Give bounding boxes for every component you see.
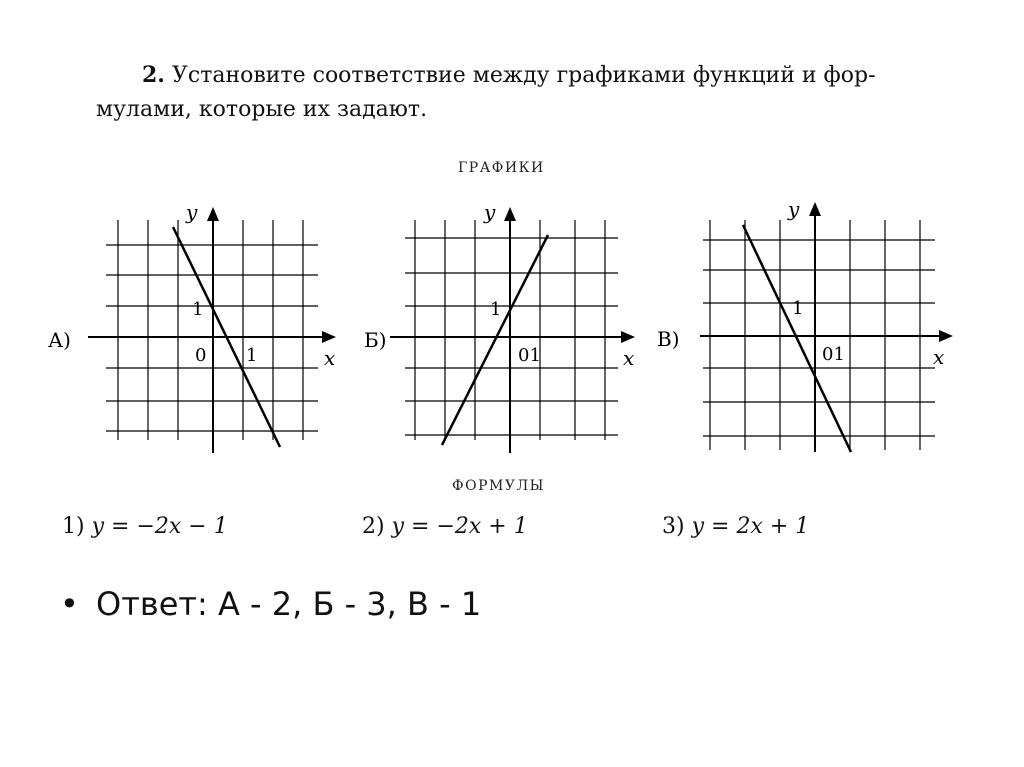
task-line-2: мулами, которые их задают. [96, 97, 428, 122]
answer-text: Ответ: А - 2, Б - 3, В - 1 [96, 585, 482, 623]
formula-expression: y = 2x + 1 [691, 514, 810, 539]
origin-tick-label: 01 [518, 345, 541, 366]
y-axis-arrow [504, 207, 516, 221]
y-tick-1: 1 [792, 298, 804, 319]
x-axis-label: x [623, 346, 635, 370]
function-line [442, 235, 548, 445]
task-text [96, 58, 976, 127]
formula-number: 2) [362, 514, 385, 539]
formula-expression: y = −2x + 1 [391, 514, 528, 539]
x-axis-arrow [621, 331, 635, 343]
graph-label: В) [657, 327, 680, 351]
origin-tick-label: 01 [822, 344, 845, 365]
formula-number: 1) [62, 514, 85, 539]
graphs-title: ГРАФИКИ [458, 160, 545, 176]
formula-1 [62, 514, 228, 539]
y-axis-label: y [788, 197, 800, 221]
formula-2 [362, 514, 528, 539]
formula-number: 3) [662, 514, 685, 539]
y-axis-arrow [207, 207, 219, 221]
y-tick-1: 1 [490, 299, 502, 320]
formulas-title: ФОРМУЛЫ [452, 478, 545, 494]
y-axis-label: y [484, 200, 496, 224]
function-line [743, 225, 851, 452]
y-axis-arrow [809, 202, 821, 216]
task-line-1: Установите соответствие между графиками функций и фор- [171, 63, 876, 88]
x-axis-arrow [939, 330, 953, 342]
x-axis-arrow [322, 331, 336, 343]
grid [405, 220, 618, 440]
y-axis-label: y [186, 200, 198, 224]
answer [60, 585, 481, 623]
graph-label: А) [48, 328, 71, 352]
formula-expression: y = −2x − 1 [91, 514, 228, 539]
graph-label: Б) [364, 328, 387, 352]
y-tick-1: 1 [192, 299, 204, 320]
x-axis-label: x [324, 346, 336, 370]
graph-b [350, 195, 650, 459]
task-number: 2. [142, 62, 165, 88]
formula-3 [662, 514, 809, 539]
bullet: • [60, 585, 79, 623]
x-tick-1: 1 [246, 345, 258, 366]
graph-v [655, 190, 975, 459]
origin-label: 0 [195, 345, 207, 366]
graph-a [48, 195, 348, 459]
x-axis-label: x [933, 345, 945, 369]
